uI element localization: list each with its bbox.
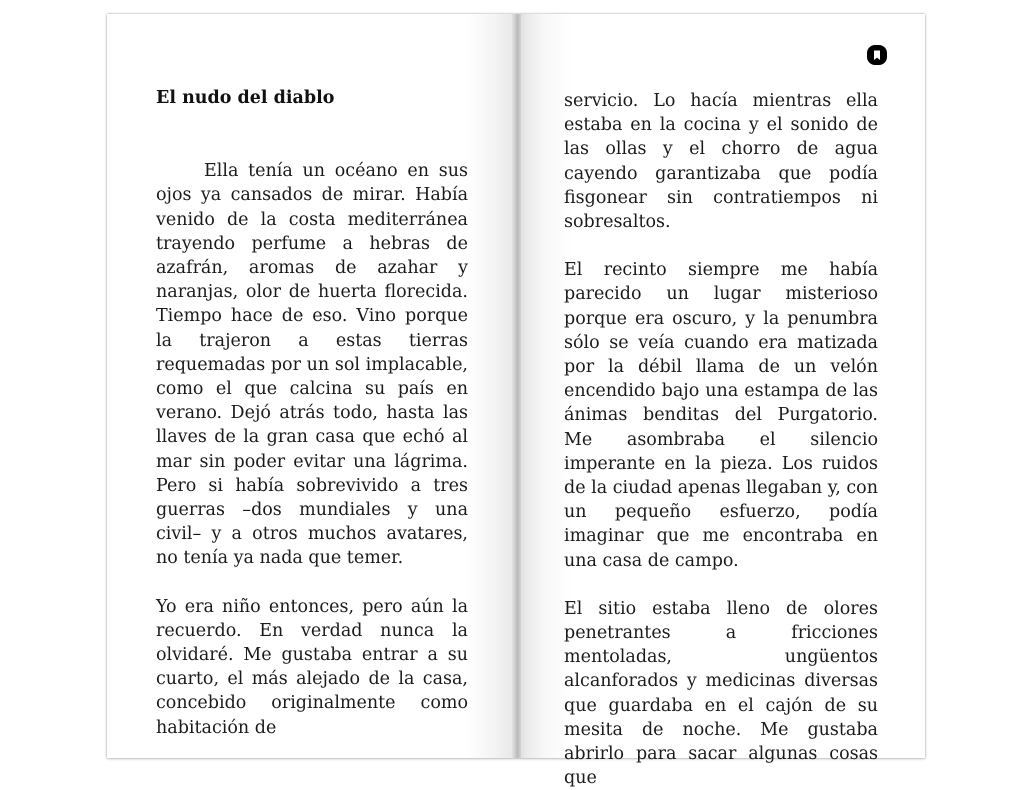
book-spine	[512, 14, 521, 758]
right-page-text	[564, 89, 878, 790]
right-page-paragraph-3: El sitio estaba lleno de olores penetrantes a fricciones mentoladas, ungüentos alcanforados y medicinas diversas que guardaba en el cajón de su mesita de noche. Me gustaba abrirlo para sacar algunas cosas que	[564, 598, 878, 789]
left-page-paragraph-2: Yo era niño entonces, pero aún la recuerdo. En verdad nunca la olvidaré. Me gustaba entrar a su cuarto, el más alejado de la casa, concebido originalmente como habitación de	[156, 596, 468, 738]
open-book-spread	[107, 14, 925, 789]
bookmark-icon[interactable]	[866, 44, 888, 66]
left-page[interactable]	[107, 14, 516, 758]
right-page-paragraph-1: servicio. Lo hacía mientras ella estaba en la cocina y el sonido de las ollas y el chorro de agua cayendo garantizaba que podía fisgonear sin contratiempos ni sobresaltos.	[564, 91, 878, 233]
left-page-paragraph-1: Ella tenía un océano en sus ojos ya cansados de mirar. Había venido de la costa mediterránea trayendo perfume a hebras de azafrán, aromas de azahar y naranjas, olor de huerta florecida. Tiempo hace de eso. Vino porque la trajeron a estas tierras requemadas por un sol implacable, como el que calcina su país en verano. Dejó atrás todo, hasta las llaves de la gran casa que echó al mar sin poder evitar una lágrima. Pero si había sobrevivido a tres guerras –dos mundiales y una civil– y a otros muchos avatares, no tenía ya nada que temer.	[156, 161, 468, 569]
right-page[interactable]	[516, 14, 925, 789]
bookmark-icon-glyph	[866, 44, 888, 66]
left-page-text	[156, 86, 468, 740]
right-page-paragraph-2: El recinto siempre me había parecido un lugar misterioso porque era oscuro, y la penumbra sólo se veía cuando era matizada por la débil llama de un velón encendido bajo una estampa de las ánimas benditas del Purgatorio. Me asombraba el silencio imperante en la pieza. Los ruidos de la ciudad apenas llegaban y, con un pequeño esfuerzo, podía imaginar que me encontraba en una casa de campo.	[564, 260, 878, 571]
chapter-title: El nudo del diablo	[156, 88, 335, 108]
